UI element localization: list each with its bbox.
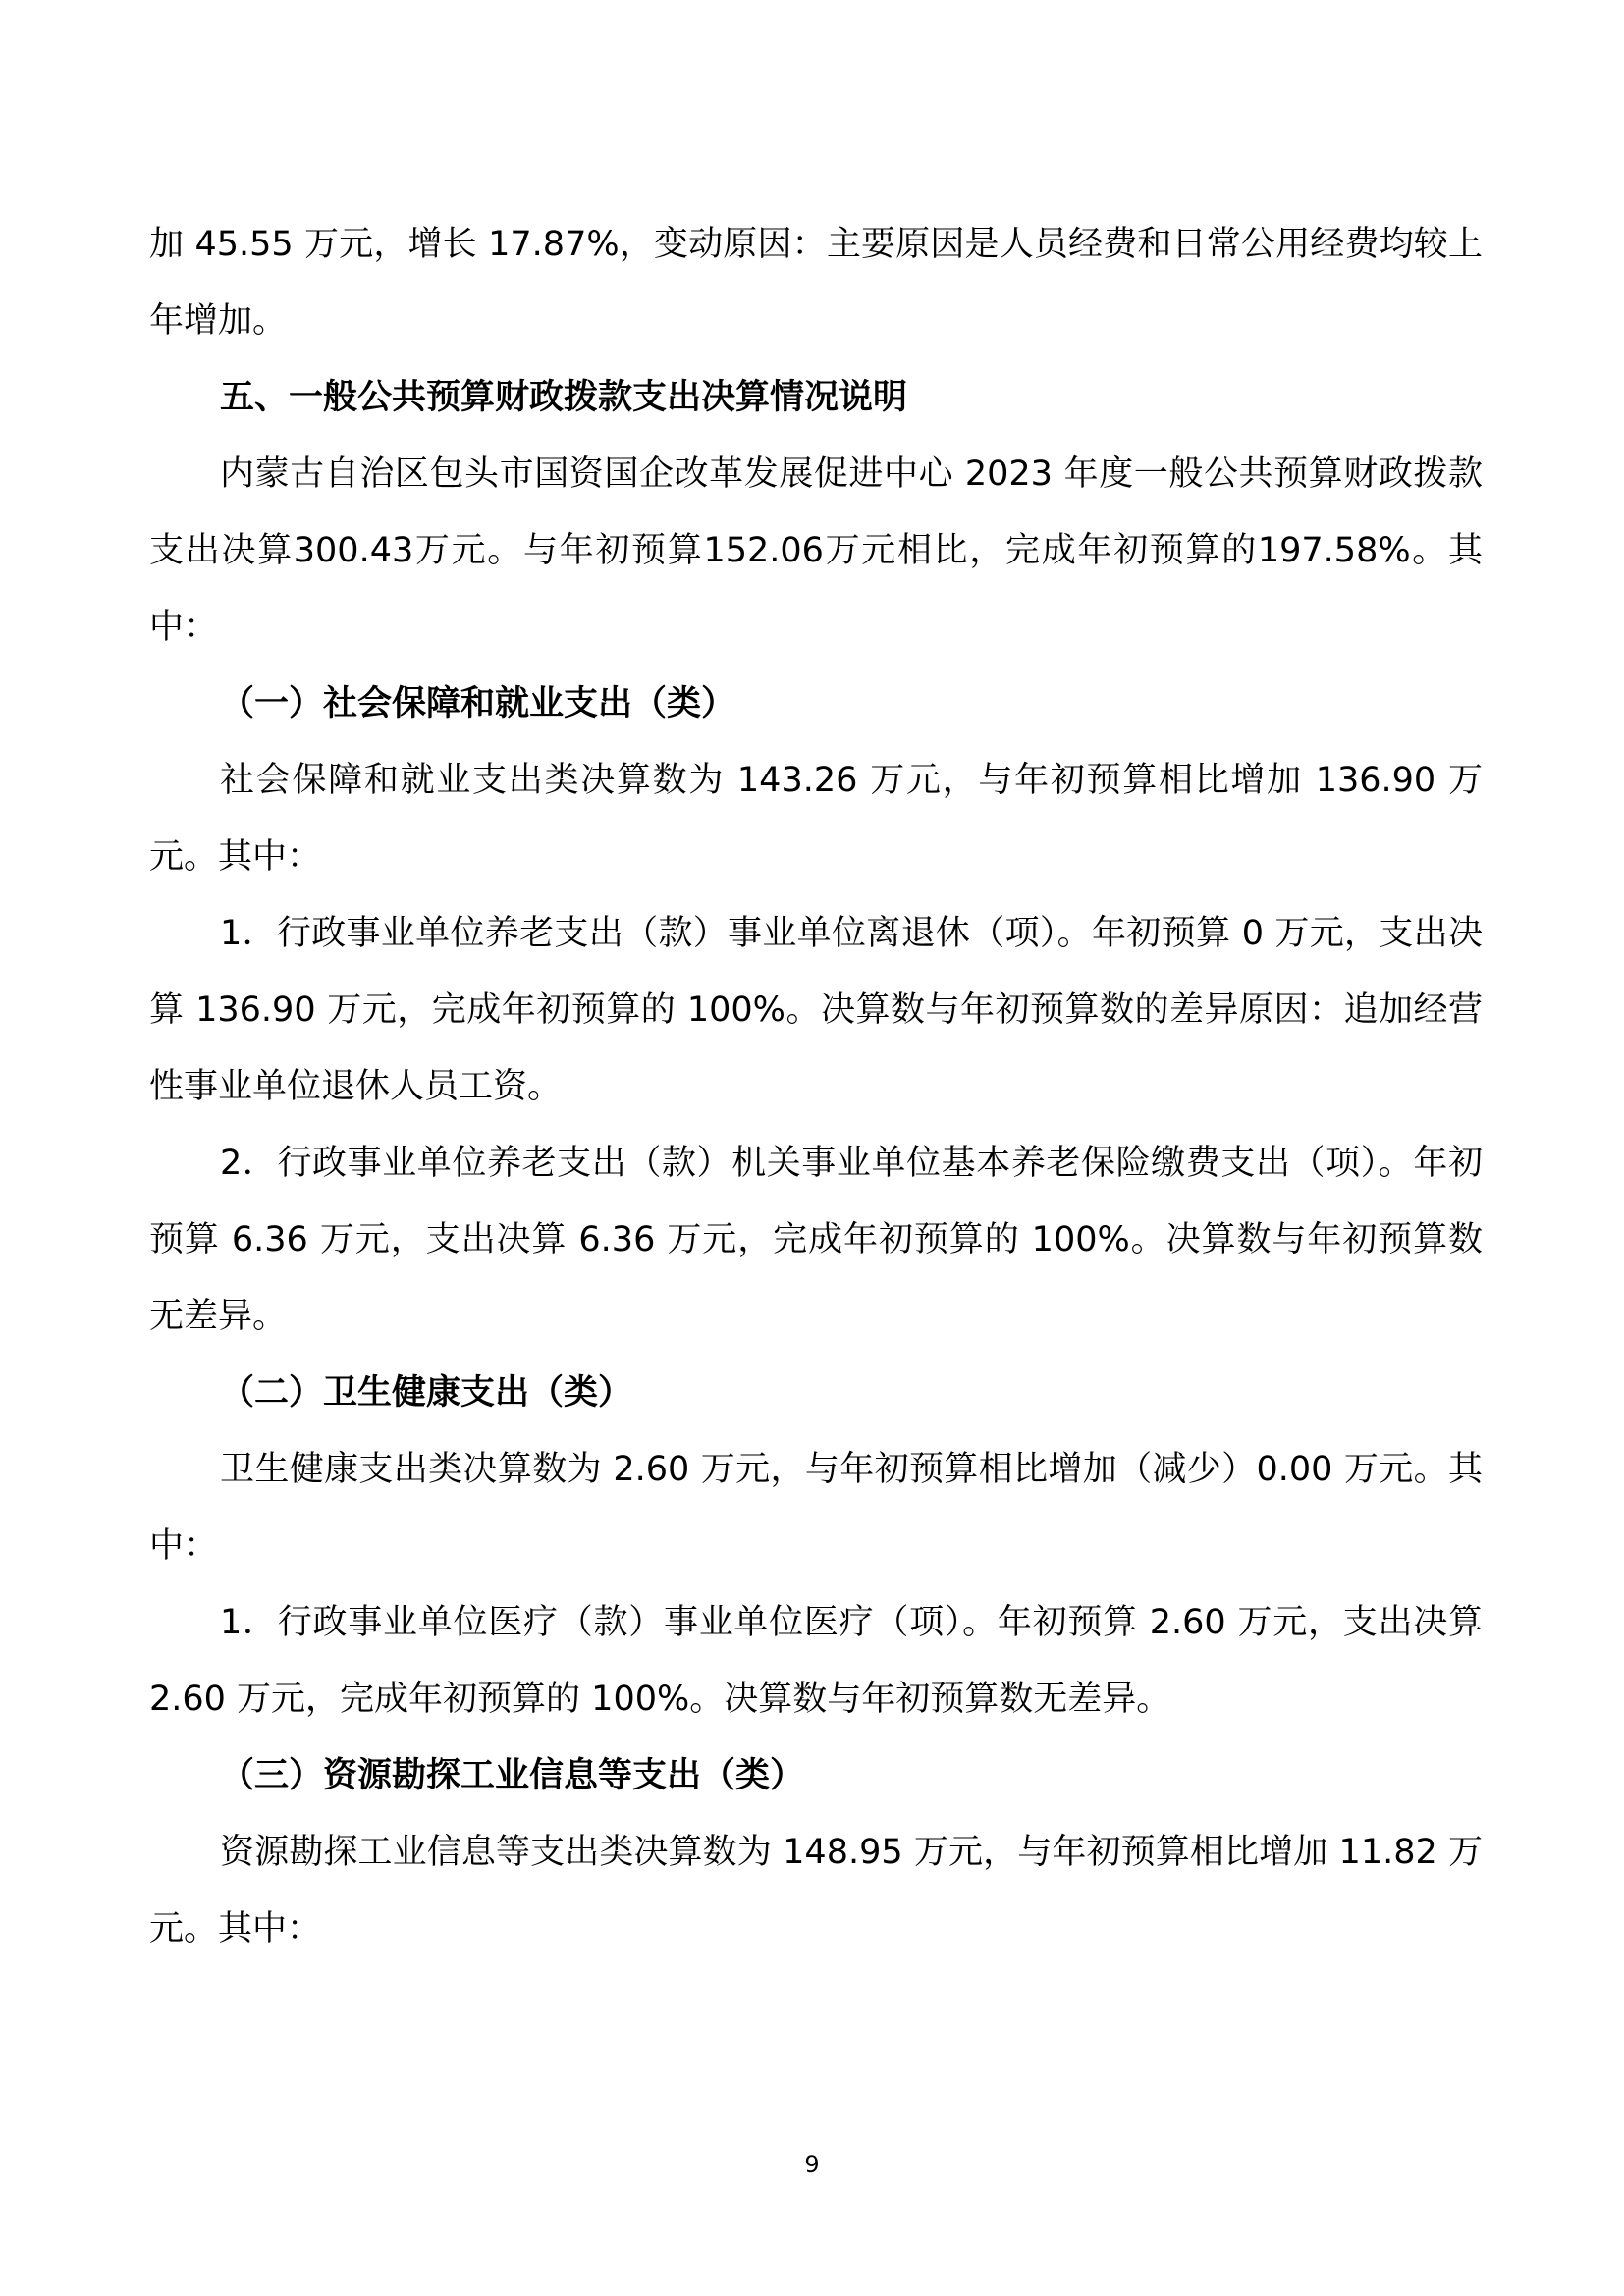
paragraph-general-budget-summary: 内蒙古自治区包头市国资国企改革发展促进中心 2023 年度一般公共预算财政拨款支出决算300.43万元。与年初预算152.06万元相比，完成年初预算的197.58%。其中： <box>149 454 1483 647</box>
paragraph-social-security-summary: 社会保障和就业支出类决算数为 143.26 万元，与年初预算相比增加 136.90 万元。其中： <box>149 761 1483 877</box>
paragraph-health-summary: 卫生健康支出类决算数为 2.60 万元，与年初预算相比增加（减少）0.00 万元。其中： <box>149 1450 1483 1566</box>
subheading-health: （二）卫生健康支出（类） <box>220 1373 633 1413</box>
section-heading-general-budget-expenditure: 五、一般公共预算财政拨款支出决算情况说明 <box>220 378 908 417</box>
paragraph-resource-exploration-summary: 资源勘探工业信息等支出类决算数为 148.95 万元，与年初预算相比增加 11.82 万元。其中： <box>149 1833 1483 1949</box>
page-number: 9 <box>804 2151 820 2178</box>
subheading-resource-exploration: （三）资源勘探工业信息等支出（类） <box>220 1756 805 1795</box>
document-body <box>149 206 1483 1967</box>
paragraph-health-item-1: 1．行政事业单位医疗（款）事业单位医疗（项）。年初预算 2.60 万元，支出决算 2.60 万元，完成年初预算的 100%。决算数与年初预算数无差异。 <box>149 1603 1483 1719</box>
paragraph-social-security-item-1: 1．行政事业单位养老支出（款）事业单位离退休（项）。年初预算 0 万元，支出决算 136.90 万元，完成年初预算的 100%。决算数与年初预算数的差异原因：追加经营性事业单位退休人员工资。 <box>149 914 1483 1106</box>
paragraph-social-security-item-2: 2．行政事业单位养老支出（款）机关事业单位基本养老保险缴费支出（项）。年初预算 6.36 万元，支出决算 6.36 万元，完成年初预算的 100%。决算数与年初预算数无差异。 <box>149 1144 1483 1336</box>
subheading-social-security: （一）社会保障和就业支出（类） <box>220 684 736 723</box>
paragraph-continuation: 加 45.55 万元，增长 17.87%，变动原因：主要原因是人员经费和日常公用经费均较上年增加。 <box>149 225 1483 341</box>
